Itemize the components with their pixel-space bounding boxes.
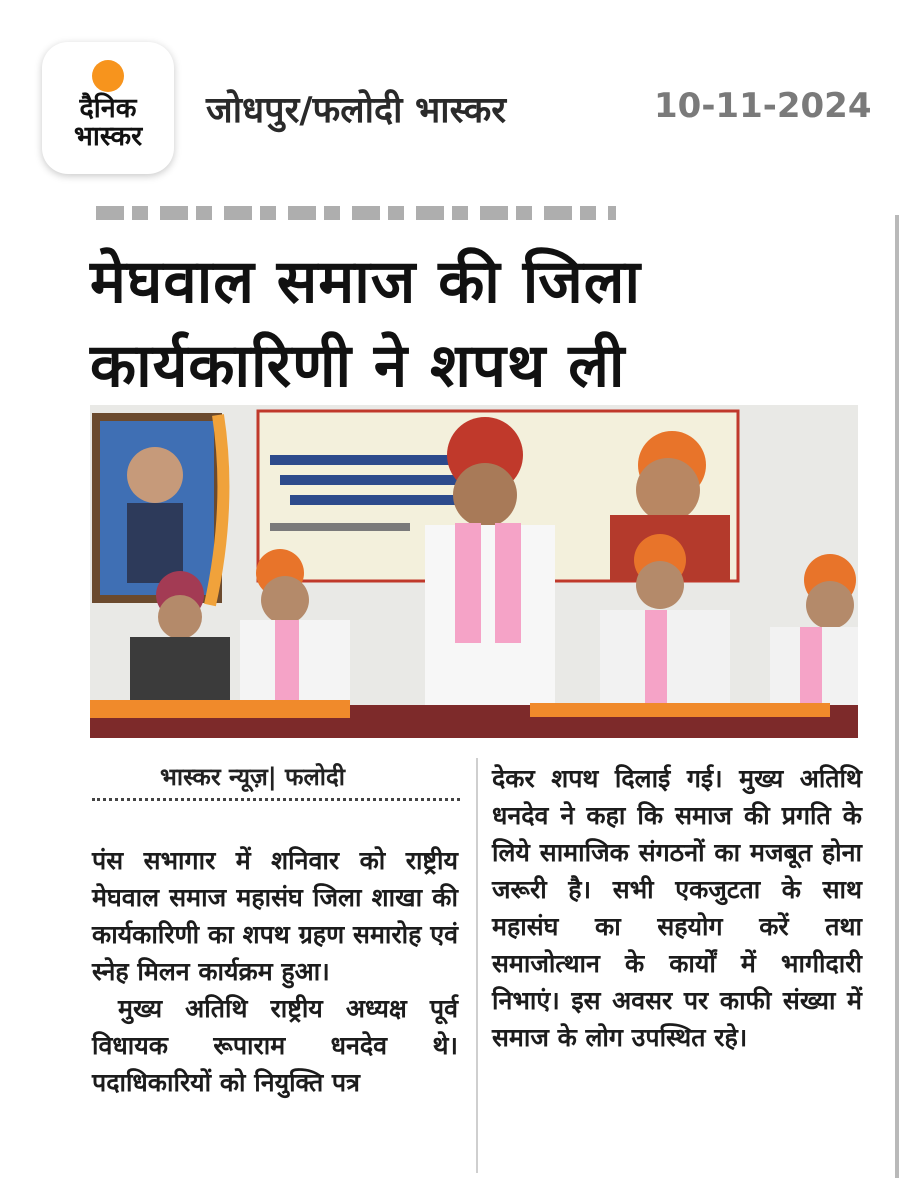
dainik-bhaskar-logo[interactable] [42,42,174,174]
sun-icon [92,60,124,92]
edition-title: जोधपुर/फलोदी भास्कर [206,90,506,131]
article-headline [90,240,890,408]
paragraph-1: पंस सभागार में शनिवार को राष्ट्रीय मेघवाल समाज महासंघ जिला शाखा की कार्यकारिणी का शपथ ग्रहण समारोह एवं स्नेह मिलन कार्यक्रम हुआ। [92,846,458,986]
news-photo [90,405,858,738]
byline-divider [92,798,460,801]
headline-line-2: कार्यकारिणी ने शपथ ली [90,331,626,401]
publish-date: 10-11-2024 [654,86,872,126]
paragraph-3: देकर शपथ दिलाई गई। मुख्य अतिथि धनदेव ने कहा कि समाज की प्रगति के लिये सामाजिक संगठनों का मजबूत होना जरूरी है। सभी एकजुटता के साथ महासंघ का सहयोग करें तथा समाजोत्थान के कार्यों में भागीदारी निभाएं। इस अवसर पर काफी संख्या में समाज के लोग उपस्थित रहे। [492,764,862,1052]
cut-off-text [96,206,616,220]
column-divider [476,758,478,1173]
paragraph-2: मुख्य अतिथि राष्ट्रीय अध्यक्ष पूर्व विधायक रूपाराम धनदेव थे। पदाधिकारियों को नियुक्ति पत्र [92,994,458,1097]
logo-line-2: भास्कर [73,121,143,152]
article-column-right [492,760,862,1056]
event-photo-illustration [90,405,858,738]
clipping-edge [895,215,899,1178]
logo-line-1: दैनिक [79,93,137,124]
byline: भास्कर न्यूज़| फलोदी [160,763,345,791]
article-column-left [92,842,458,1101]
headline-line-1: मेघवाल समाज की जिला [90,247,641,317]
app-header [0,0,912,190]
